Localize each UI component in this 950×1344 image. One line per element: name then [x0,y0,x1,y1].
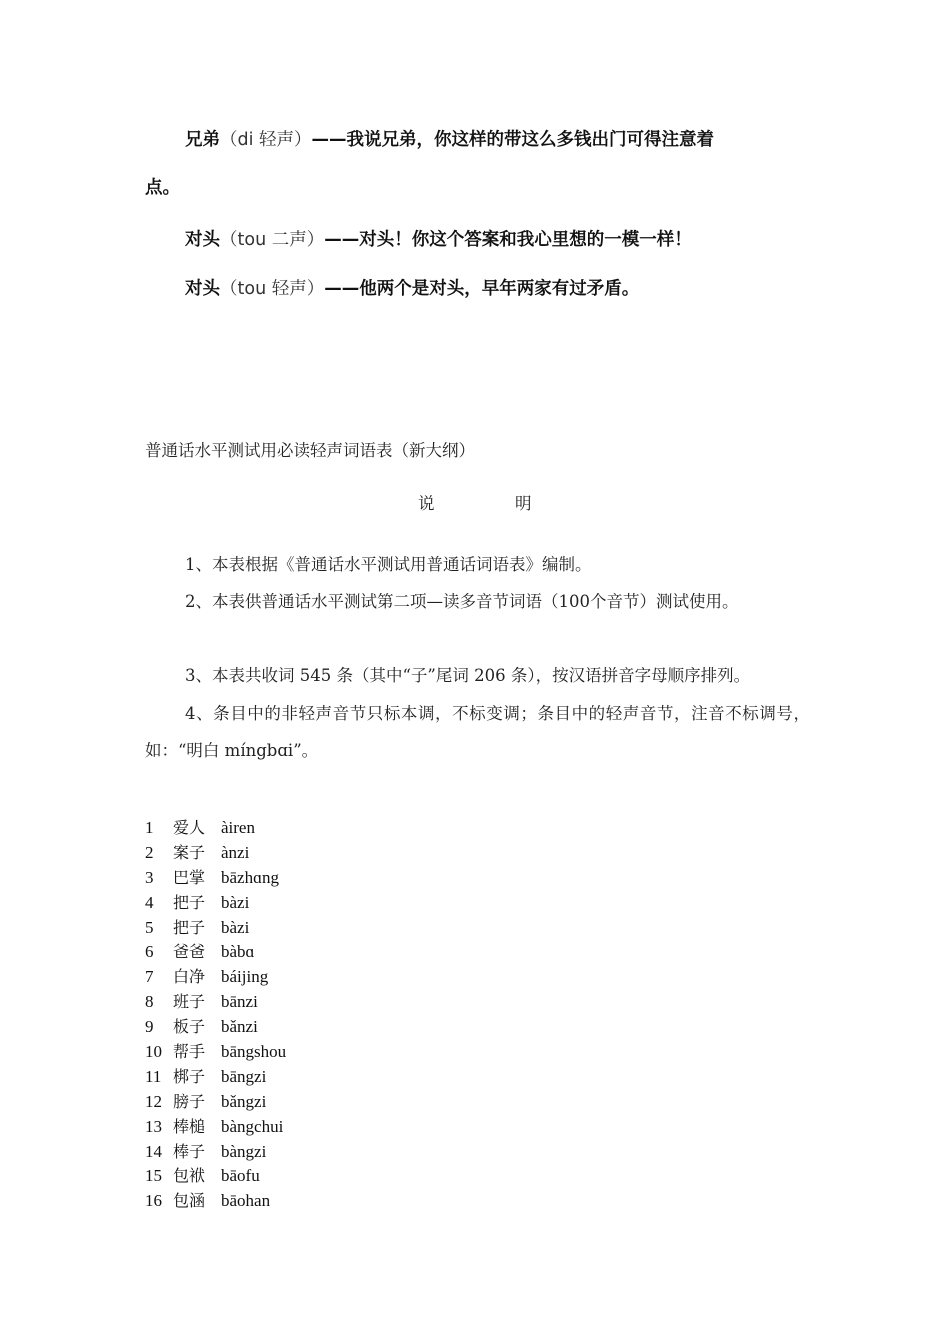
entry-number: 10 [145,1042,162,1062]
list-item [145,1065,286,1090]
example-line-2 [145,225,865,255]
entry-number: 7 [145,967,154,987]
entry-word: 包涵 [173,1191,206,1211]
entry-word: 板子 [173,1017,206,1037]
entry-word: 白净 [173,967,206,987]
entry-pinyin: bǎngzi [221,1091,267,1111]
example-sentence: ——我说兄弟，你这样的带这么多钱出门可得注意着 [311,130,715,150]
entry-pinyin: bāzhɑng [221,867,279,887]
list-item [145,940,286,965]
entry-word: 棒槌 [173,1116,206,1136]
entry-word: 梆子 [173,1066,206,1086]
entry-word: 爱人 [173,818,206,837]
example-sentence: ——他两个是对头，早年两家有过矛盾。 [324,279,640,299]
example-continuation: 点。 [145,178,180,198]
list-item [145,816,286,841]
entry-number: 4 [145,892,154,912]
example-line-1-continuation [145,173,825,203]
entry-number: 16 [145,1191,162,1211]
entry-pinyin: bàbɑ [221,942,255,962]
entry-pinyin: àiren [221,818,255,837]
example-word: 对头 [185,279,220,299]
paragraph-3 [145,657,810,694]
section-heading-left: 说 [418,494,435,513]
entry-pinyin: bāohan [221,1191,271,1211]
entry-pinyin: bàngchui [221,1116,284,1136]
list-item [145,1164,286,1189]
entry-pinyin: báijing [221,967,269,987]
list-item [145,1140,286,1165]
list-item [145,841,286,866]
entry-number: 15 [145,1166,162,1186]
entry-word: 班子 [173,992,206,1012]
entry-number: 2 [145,842,154,862]
entry-pinyin: bàngzi [221,1141,267,1161]
entry-number: 11 [145,1066,162,1086]
list-item [145,990,286,1015]
example-pinyin-note: （tou 二声） [220,230,325,250]
entry-pinyin: bāngzi [221,1066,267,1086]
entry-pinyin: bāngshou [221,1042,287,1062]
list-item [145,866,286,891]
paragraph-text: 4、条目中的非轻声音节只标本调，不标变调；条目中的轻声音节，注音不标调号，如：“明白 míngbɑi”。 [145,704,810,760]
example-line-1 [145,125,865,155]
entry-pinyin: bàzi [221,892,250,912]
entry-word: 帮手 [173,1042,206,1062]
entry-word: 把子 [173,917,206,937]
entry-number: 14 [145,1141,162,1161]
paragraph-1 [145,546,810,583]
word-list [145,816,286,1214]
entry-number: 1 [145,818,154,837]
list-item [145,965,286,990]
list-item [145,891,286,916]
section-heading-right: 明 [515,494,532,513]
entry-word: 案子 [173,842,206,862]
entry-word: 膀子 [173,1091,206,1111]
entry-word: 巴掌 [173,867,206,887]
entry-number: 8 [145,992,154,1012]
list-item [145,1189,286,1214]
entry-word: 包袱 [173,1166,206,1186]
paragraph-2 [145,583,810,620]
entry-pinyin: bāofu [221,1166,260,1186]
entry-word: 爸爸 [173,942,206,962]
entry-number: 12 [145,1091,162,1111]
entry-pinyin: bàzi [221,917,250,937]
entry-number: 3 [145,867,154,887]
example-sentence: ——对头！你这个答案和我心里想的一模一样！ [324,230,692,250]
example-line-3 [145,274,865,304]
entry-number: 5 [145,917,154,937]
example-pinyin-note: （tou 轻声） [220,279,325,299]
paragraph-text: 2、本表供普通话水平测试第二项—读多音节词语（100个音节）测试使用。 [185,592,739,611]
paragraph-4 [145,695,810,769]
entry-word: 棒子 [173,1141,206,1161]
entry-number: 6 [145,942,154,962]
entry-pinyin: ànzi [221,842,250,862]
list-item [145,916,286,941]
entry-number: 13 [145,1116,162,1136]
entry-word: 把子 [173,892,206,912]
list-item [145,1040,286,1065]
list-item [145,1090,286,1115]
list-item [145,1015,286,1040]
entry-pinyin: bānzi [221,992,258,1012]
paragraph-text: 1、本表根据《普通话水平测试用普通话词语表》编制。 [185,555,592,574]
entry-pinyin: bǎnzi [221,1017,258,1037]
document-title: 普通话水平测试用必读轻声词语表（新大纲） [145,441,475,460]
example-pinyin-note: （di 轻声） [220,130,312,150]
example-word: 对头 [185,230,220,250]
list-item [145,1115,286,1140]
entry-number: 9 [145,1017,154,1037]
paragraph-text: 3、本表共收词 545 条（其中“子”尾词 206 条），按汉语拼音字母顺序排列。 [185,666,751,685]
example-word: 兄弟 [185,130,220,150]
